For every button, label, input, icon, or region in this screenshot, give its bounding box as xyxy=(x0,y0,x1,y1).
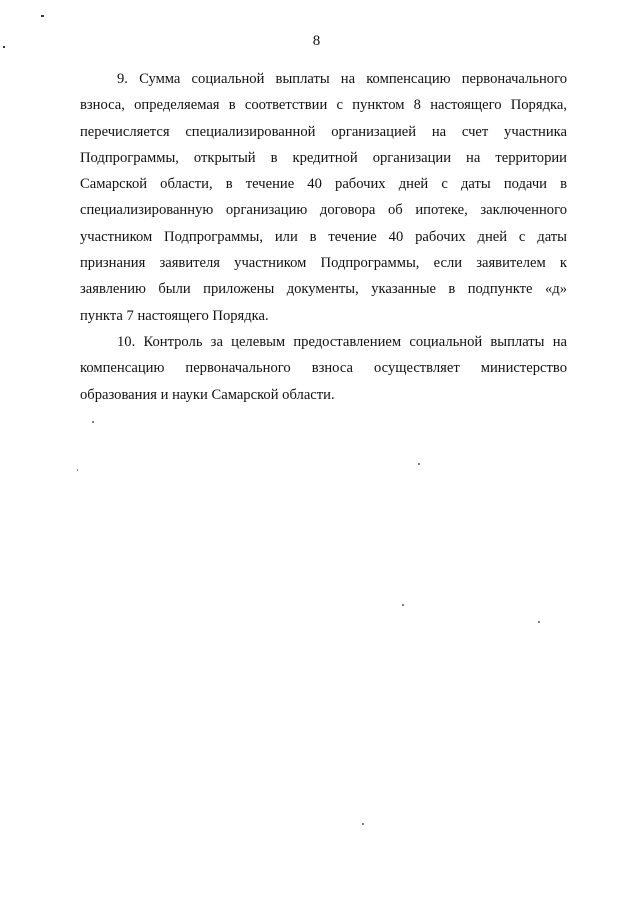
text-line: взноса, определяемая в соответствии с пунктом 8 настоящего Порядка, xyxy=(80,97,567,114)
scan-speck xyxy=(402,604,404,606)
scan-speck xyxy=(538,621,540,623)
scan-speck xyxy=(77,469,78,471)
text-line: Подпрограммы, открытый в кредитной организации на территории xyxy=(80,149,567,166)
paragraph-9 xyxy=(80,66,567,329)
text-line: компенсацию первоначального взноса осуществляет министерство xyxy=(80,360,567,377)
text-line: пункта 7 настоящего Порядка. xyxy=(80,307,269,324)
page-number: 8 xyxy=(312,33,321,49)
scan-speck xyxy=(362,823,364,825)
document-body xyxy=(80,66,567,408)
text-line: признания заявителя участником Подпрограммы, если заявителем к xyxy=(80,255,567,272)
text-line: образования и науки Самарской области. xyxy=(80,386,335,403)
text-line: специализированную организацию договора об ипотеке, заключенного xyxy=(80,202,567,219)
text-line: участником Подпрограммы, или в течение 40 рабочих дней с даты xyxy=(80,228,567,245)
text-line: перечисляется специализированной организацией на счет участника xyxy=(80,123,567,140)
text-line: 9. Сумма социальной выплаты на компенсацию первоначального xyxy=(117,71,567,87)
scan-speck xyxy=(418,463,420,465)
text-line: Самарской области, в течение 40 рабочих дней с даты подачи в xyxy=(80,176,567,193)
scan-edge-mark xyxy=(41,15,44,17)
text-line: 10. Контроль за целевым предоставлением социальной выплаты на xyxy=(117,333,567,350)
text-line: заявлению были приложены документы, указанные в подпункте «д» xyxy=(80,281,567,298)
scan-speck xyxy=(92,421,94,423)
paragraph-10 xyxy=(80,329,567,408)
